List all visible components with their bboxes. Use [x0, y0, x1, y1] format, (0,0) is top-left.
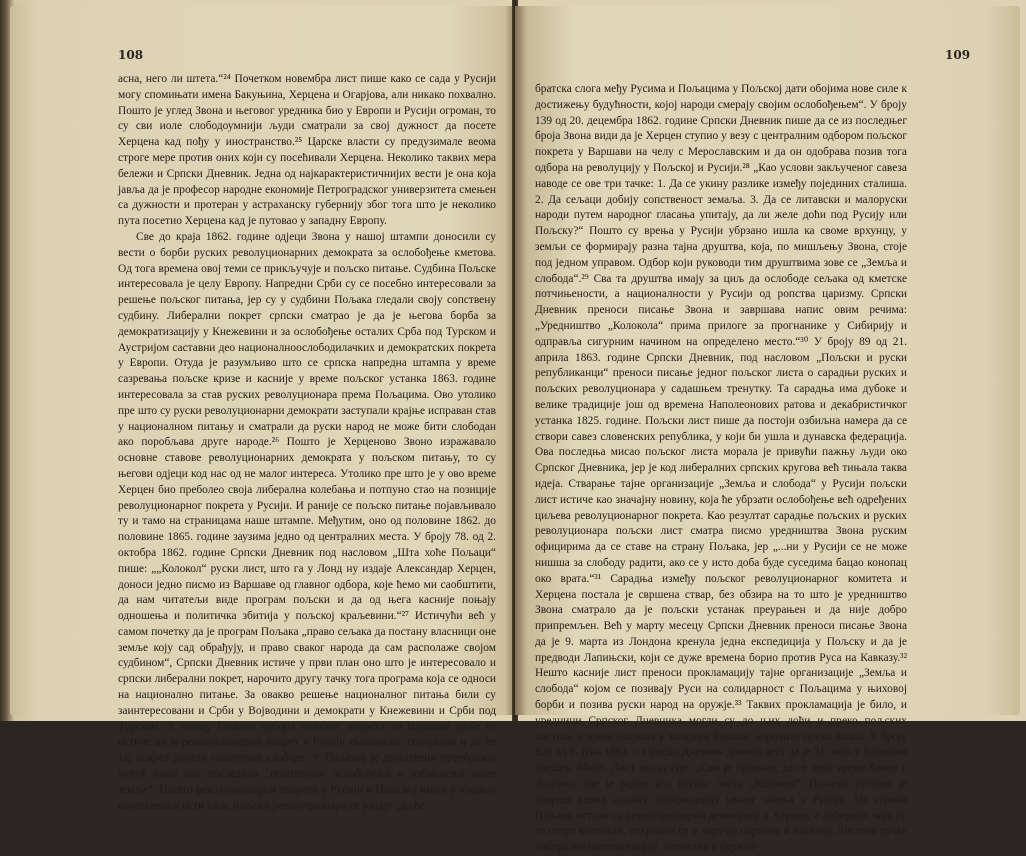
right-page	[515, 6, 1020, 854]
left-paragraph-2: Све до краја 1862. године одјеци Звона у нашој штампи доносили су вести о борби руских револуционарних демократа за ослобођење кметова. Од тога времена овој теми се прикључује и пољско питање. Судбина Пољске интересовала је целу Европу. Напредни Срби су се посебно интересовали за решење пољског питања, јер су у судбини Пољака гледали своју сопствену судбину. Либерални покрет српски сматрао је да је његова борба за демократизацију у Кнежевини и за ослобођење осталих Срба под Турском и Аустријом саставни део националноослободилачких и демократских покрета у Европи. Отуда је разумљиво што се српска напредна штампа у време сазревања пољске кризе и касније у време пољског устанка 1863. године интересовала за став руских револуционара према Пољацима. Ово утолико пре што су руски револуционарни демократи заступали крајње исправан став у националном питању и сматрали да руски народ не може бити слободан ако поробљава друге народе.²⁶ Пошто је Херценово Звоно изражавало основне ставове револуционарних демократа у пољском питању, то су његови одјеци код нас од не малог интереса. Утолико пре што је у ово време Херцен био преболео своја либерална колебања и потпуно стао на позиције револуционарног покрета у Русији. И раније се пољско питање појављивало ту и тамо на страницама наше штампе. Међутим, оно од половине 1862. до половине 1865. године заузима једно од централних места. У броју 78. од 2. октобра 1862. године Српски Дневник под насловом „Шта хоће Пољаци“ пише: „„Колокол“ руски лист, што га у Лонд ну издаје Александар Херцен, доноси једно писмо из Варшаве од главног одбора, које ћемо ми саобштити, да нам читатељи виде програм пољски и да од њега касније поњају одношења и политичка збитија у пољској краљевини.“²⁷ Истичући већ у самом почетку да је програм Пољака „право сељака да постану власници оне земље коју сад обрађују, и право сваког народа да сам располаже својом судбином“, Српски Дневник истиче у први план оно што је интересовало и српски либерални покрет, нарочито другу тачку тога програма која се односи на национално питање. За овакво решење националног питања били су заинтересовани и Срби у Војводини и демократи у Кнежевини и Срби под Турском. У писму Главног одбора пољског покрета из Варшаве даље се истиче да је револуционарни покрет у Русији економски, социјални и да ће тај покрет донети политичке слободе. У Пољској је друштвени преображај могућ само као последица „политичког ослобођења и избављења наше земље“. Пошто револуционарни покрети у Русији и Пољској имају у крајњој консеквенци исти циљ, пољски револуционари се уздају „да ће	[118, 230, 496, 812]
left-page-text	[118, 72, 496, 814]
left-page	[10, 6, 515, 812]
right-paragraph-1: братска слога међу Русима и Пољацима у Пољској дати обојима нове силе к достижењу будућности, којој народи смерају својим ослобођењем“. У броју 139 од 20. децембра 1862. године Српски Дневник пише да се из последњег броја Звона види да је Херцен ступио у везу с централним одбором пољског покрета у Варшави на челу с Мерославским и да он одобрава позив тога одбора на револуцију у Пољској и Русији.²⁸ „Као услови закљученог савеза наводе се ове три тачке: 1. Да се укину разлике између појединих сталиша. 2. Да сељаци добију сопственост земаља. 3. Да се литавски и малоруски народи путем народног гласања упитају, да ли желе доћи под Русију или Пољску?“ Пошто су врења у Русији убрзано ишла ка своме врхунцу, у земљи се формирају разна тајна друштва, која, по мишљењу Звона, стоје под једном управом. Одбор који руководи тим друштвима зове се „Земља и слобода“.²⁹ Сва та друштва имају за циљ да ослободе сељака од кметске потчињености, а националности у Русији од ропства царизму. Српски Дневник преноси писање Звона и завршава напис овим речима: „Уредништво „Колокола“ прима прилоге за прогнанике у Сибирију и одправља сигурним начином на определено место.“³⁰ У броју 89 од 21. априла 1863. године Српски Дневник, под насловом „Пољски и руски републиканци“ преноси писање једног пољског листа о сарадњи руских и пољских револуционара у садашњем тренутку. Та сарадња има дубоке и велике традиције још од времена Наполеонових ратова и декабристичког устанка 1825. године. Пољски лист пише да постоји озбиљна намера да се створи савез словенских република, у који би ушла и дунавска федерација. Ова последња мисао пољског листа морала је привући пажњу људи око Српског Дневника, јер је код либералних српских кругова већ тињала таква идеја. Стварање тајне организације „Земља и слобода“ у Русији пољски лист истиче као значајну новину, која ће убрзати ослобођење већ одређених циљева револуционарног покрета. Као резултат сарадње пољских и руских револуционара пољски лист сматра писмо уредништва Звона руским официрима да се ставе на страну Пољака, јер „...ни у Русији се не може нишша за слободу радити, ако се у исто доба буде суседима бацао конопац око врата.“³¹ Сарадња између пољског револуционарног комитета и Херцена постала је свршена ствар, без обзира на то што је уредништво Звона сматрало да је пољски устанак преурањен и да није добро припремљен. Већ у марту месецу Српски Дневник преноси писање Звона да је 9. марта из Лондона кренула једна експедиција у Пољску и да је предводи Лапињски, који се дуже времена борио против Руса на Кавказу.³² Нешто касније лист преноси прокламацију тајне организације „Земља и слобода“ којом се позивају Руси на солидарност с Пољацима у њиховој борби и позива руски народ на оружје.³³ Таквих прокламација је било, и уредници Српског Дневника могли су до њих доћи и преко пољских листова и преко листова у западној Европи, нарочито преко Звона. У броју 126 од 8. јуна 1863. г. Српски Дневник доноси вест да је 31. маја у Варшави обешен Абихт. Лист закључује: „Сам је признао, да се неко време бавио у Лондону где је радио код руског листа „Колокол“. Пољски устанак је изврши веома снажну поларизацију јавног мнења у Русији. На страни Пољака остали су револуционарни демократи и Херцен, а либерали, који су се отпре колебали, похрлили су у наручје царизму и Каткову. Листови руске либералне интелигенције, племства и буржоа-	[535, 83, 907, 854]
left-paragraph-1: асна, него ли штета.“²⁴ Почетком новембра лист пише како се сада у Русији могу спомињати имена Бакуњина, Херцена и Огарјова, али никако похвално. Пошто је углед Звона и његовог уредника био у Европи и Русији огроман, то су сви иоле слободоумнији људи сматрали за свој дужност да посете Херцена кад пођу у иностранство.²⁵ Царске власти су предузимале веома строге мере против оних који су посећивали Херцена. Неколико таквих мера бележи и Српски Дневник. Једна од најкарактеристичнијих вести је она која јавља да је професор народне економије Петроградског универзитета смењен са дужности и протеран у астраханску губернију због тога што је неколико пута посетио Херцена кад је путовао у западну Европу.	[118, 73, 496, 228]
right-page-number: 109	[945, 48, 971, 62]
left-page-number: 108	[118, 48, 144, 62]
right-page-text	[535, 82, 907, 856]
